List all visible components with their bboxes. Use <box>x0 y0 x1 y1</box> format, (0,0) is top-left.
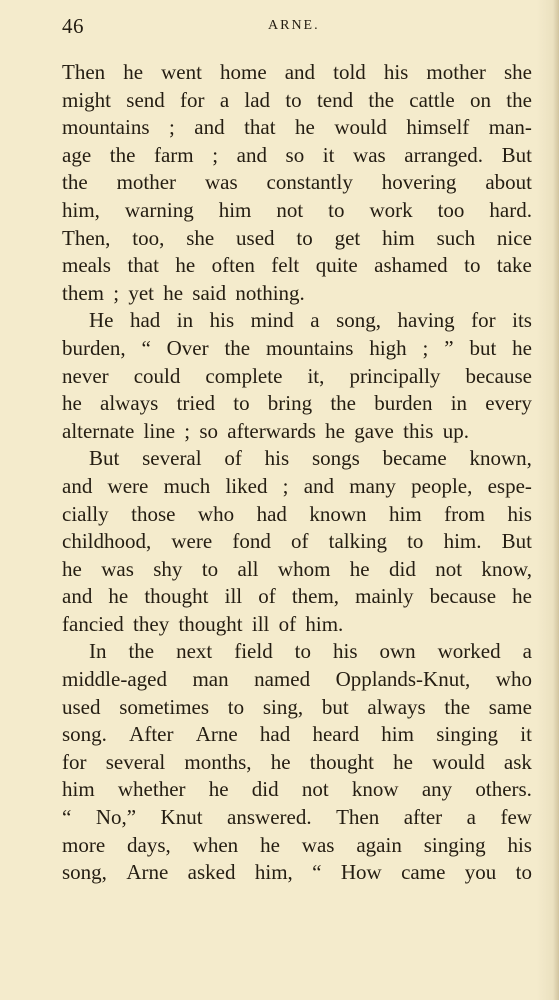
text-line: them ; yet he said nothing. <box>62 280 305 305</box>
text-line: song, Arne asked him, “ How came you to <box>62 860 532 885</box>
text-line: Then, too, she used to get him such nice <box>62 225 532 250</box>
page-header <box>62 14 532 40</box>
text-line: he always tried to bring the burden in every <box>62 391 532 416</box>
text-line: the mother was constantly hovering about <box>62 170 532 195</box>
text-line: for several months, he thought he would ask <box>62 749 532 774</box>
text-line: He had in his mind a song, having for its <box>89 308 532 333</box>
text-line: song. After Arne had heard him singing it <box>62 722 532 747</box>
text-line: and were much liked ; and many people, espe- <box>62 473 532 498</box>
page-number: 46 <box>62 14 84 38</box>
page-edge-shadow <box>553 0 559 1000</box>
text-line: age the farm ; and so it was arranged. But <box>62 142 532 167</box>
body-text <box>62 59 532 887</box>
text-line: burden, “ Over the mountains high ; ” but he <box>62 335 532 360</box>
text-line: and he thought ill of them, mainly because he <box>62 584 532 609</box>
text-line: he was shy to all whom he did not know, <box>62 556 532 581</box>
text-line: alternate line ; so afterwards he gave this up. <box>62 418 469 443</box>
paragraph <box>62 638 532 886</box>
text-line: might send for a lad to tend the cattle on the <box>62 87 532 112</box>
text-line: In the next field to his own worked a <box>89 639 532 664</box>
text-line: childhood, were fond of talking to him. But <box>62 529 532 554</box>
text-line: used sometimes to sing, but always the same <box>62 694 532 719</box>
running-head: ARNE. <box>268 18 320 33</box>
text-line: him, warning him not to work too hard. <box>62 197 532 222</box>
text-line: fancied they thought ill of him. <box>62 611 344 636</box>
text-line: meals that he often felt quite ashamed to take <box>62 253 532 278</box>
paragraph <box>62 445 532 638</box>
paragraph <box>62 307 532 445</box>
text-line: Then he went home and told his mother she <box>62 60 532 84</box>
text-line: never could complete it, principally because <box>62 363 532 388</box>
text-line: him whether he did not know any others. <box>62 777 532 802</box>
paragraph <box>62 59 532 307</box>
text-line: mountains ; and that he would himself man- <box>62 115 532 140</box>
text-line: “ No,” Knut answered. Then after a few <box>62 805 532 830</box>
text-line: more days, when he was again singing his <box>62 832 532 857</box>
text-line: But several of his songs became known, <box>89 446 532 471</box>
text-line: middle-aged man named Opplands-Knut, who <box>62 667 532 692</box>
text-line: cially those who had known him from his <box>62 501 532 526</box>
